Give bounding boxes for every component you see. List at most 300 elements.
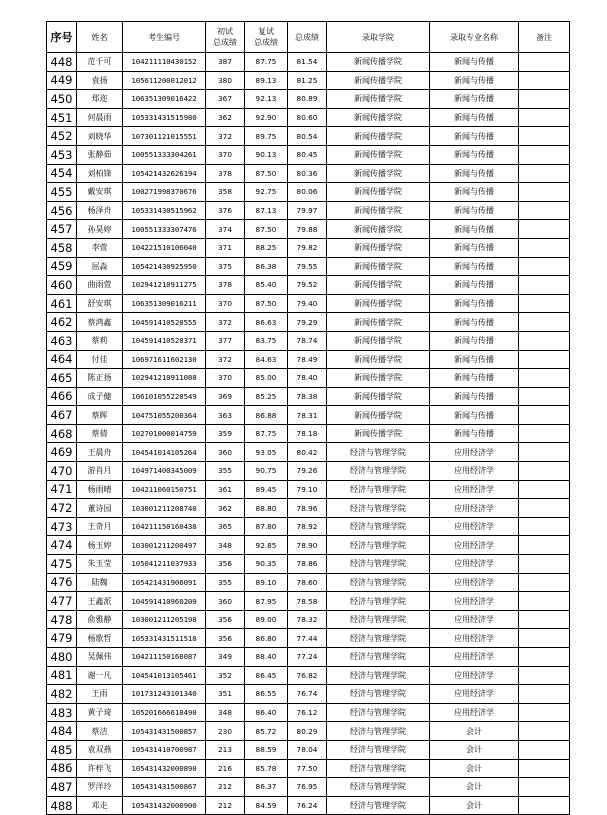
table-row <box>47 517 570 536</box>
cell-remark <box>519 164 570 183</box>
cell-xuhao: 485 <box>47 740 77 759</box>
table-row <box>47 555 570 574</box>
cell-name: 王鑫派 <box>77 592 123 611</box>
cell-major: 新闻与传播 <box>430 201 519 220</box>
cell-major: 新闻与传播 <box>430 145 519 164</box>
cell-remark <box>519 685 570 704</box>
table-row <box>47 313 570 332</box>
cell-exam-id: 104971400345009 <box>123 462 206 481</box>
table-row <box>47 220 570 239</box>
cell-college: 新闻传播学院 <box>327 238 430 257</box>
cell-college: 经济与管理学院 <box>327 722 430 741</box>
cell-college: 新闻传播学院 <box>327 108 430 127</box>
cell-major: 新闻与传播 <box>430 387 519 406</box>
cell-major: 会计 <box>430 778 519 797</box>
cell-college: 经济与管理学院 <box>327 629 430 648</box>
cell-exam-id: 102941210911275 <box>123 276 206 295</box>
cell-remark <box>519 71 570 90</box>
cell-name: 许梓飞 <box>77 759 123 778</box>
cell-major: 会计 <box>430 740 519 759</box>
cell-major: 应用经济学 <box>430 517 519 536</box>
cell-major: 新闻与传播 <box>430 108 519 127</box>
cell-prelim-score: 356 <box>206 555 245 574</box>
cell-total-score: 78.04 <box>288 740 327 759</box>
cell-total-score: 78.32 <box>288 610 327 629</box>
cell-xuhao: 472 <box>47 499 77 518</box>
cell-major: 新闻与传播 <box>430 313 519 332</box>
cell-name: 蔡晖 <box>77 406 123 425</box>
table-row <box>47 238 570 257</box>
cell-major: 会计 <box>430 796 519 815</box>
cell-retest-score: 89.45 <box>245 480 288 499</box>
table-row <box>47 703 570 722</box>
cell-exam-id: 104211110430152 <box>123 53 206 72</box>
cell-xuhao: 469 <box>47 443 77 462</box>
cell-college: 新闻传播学院 <box>327 164 430 183</box>
cell-exam-id: 104541013105461 <box>123 666 206 685</box>
cell-retest-score: 87.75 <box>245 53 288 72</box>
cell-xuhao: 460 <box>47 276 77 295</box>
table-row <box>47 536 570 555</box>
table-row <box>47 406 570 425</box>
cell-exam-id: 104541014105264 <box>123 443 206 462</box>
table-row <box>47 443 570 462</box>
cell-college: 经济与管理学院 <box>327 517 430 536</box>
cell-retest-score: 90.35 <box>245 555 288 574</box>
cell-total-score: 78.58 <box>288 592 327 611</box>
cell-name: 付佳 <box>77 350 123 369</box>
cell-major: 会计 <box>430 759 519 778</box>
cell-prelim-score: 372 <box>206 350 245 369</box>
cell-prelim-score: 370 <box>206 145 245 164</box>
table-row <box>47 127 570 146</box>
cell-major: 新闻与传播 <box>430 294 519 313</box>
cell-exam-id: 104211150160438 <box>123 517 206 536</box>
table-row <box>47 369 570 388</box>
cell-total-score: 79.97 <box>288 201 327 220</box>
cell-major: 应用经济学 <box>430 555 519 574</box>
cell-prelim-score: 362 <box>206 108 245 127</box>
cell-remark <box>519 722 570 741</box>
table-row <box>47 331 570 350</box>
cell-name: 朱玉莹 <box>77 555 123 574</box>
table-row <box>47 740 570 759</box>
cell-college: 新闻传播学院 <box>327 424 430 443</box>
table-body <box>47 53 570 815</box>
cell-name: 蔡鸿鑫 <box>77 313 123 332</box>
table-row <box>47 108 570 127</box>
cell-total-score: 81.25 <box>288 71 327 90</box>
cell-xuhao: 458 <box>47 238 77 257</box>
cell-retest-score: 92.90 <box>245 108 288 127</box>
header-name: 姓名 <box>77 22 123 53</box>
cell-exam-id: 105431432000890 <box>123 759 206 778</box>
cell-remark <box>519 517 570 536</box>
table-row <box>47 71 570 90</box>
table-row <box>47 53 570 72</box>
cell-major: 应用经济学 <box>430 703 519 722</box>
cell-retest-score: 85.78 <box>245 759 288 778</box>
cell-major: 应用经济学 <box>430 573 519 592</box>
cell-prelim-score: 230 <box>206 722 245 741</box>
cell-college: 经济与管理学院 <box>327 536 430 555</box>
cell-xuhao: 476 <box>47 573 77 592</box>
header-prelim-line2: 总成绩 <box>213 38 237 47</box>
cell-total-score: 79.29 <box>288 313 327 332</box>
cell-major: 应用经济学 <box>430 666 519 685</box>
cell-total-score: 80.89 <box>288 90 327 109</box>
cell-name: 范千可 <box>77 53 123 72</box>
cell-prelim-score: 359 <box>206 424 245 443</box>
cell-retest-score: 88.80 <box>245 499 288 518</box>
cell-xuhao: 470 <box>47 462 77 481</box>
cell-prelim-score: 352 <box>206 666 245 685</box>
header-retest-line1: 复试 <box>258 27 274 36</box>
cell-exam-id: 105611200012012 <box>123 71 206 90</box>
cell-exam-id: 105041211037933 <box>123 555 206 574</box>
cell-college: 新闻传播学院 <box>327 331 430 350</box>
cell-remark <box>519 443 570 462</box>
cell-remark <box>519 536 570 555</box>
cell-xuhao: 452 <box>47 127 77 146</box>
cell-xuhao: 448 <box>47 53 77 72</box>
cell-xuhao: 464 <box>47 350 77 369</box>
cell-prelim-score: 351 <box>206 685 245 704</box>
table-row <box>47 573 570 592</box>
cell-prelim-score: 212 <box>206 778 245 797</box>
cell-name: 邓走 <box>77 796 123 815</box>
cell-retest-score: 89.75 <box>245 127 288 146</box>
cell-exam-id: 100271998370676 <box>123 183 206 202</box>
cell-xuhao: 462 <box>47 313 77 332</box>
cell-remark <box>519 108 570 127</box>
cell-xuhao: 480 <box>47 648 77 667</box>
cell-total-score: 76.24 <box>288 796 327 815</box>
table-row <box>47 685 570 704</box>
table-row <box>47 145 570 164</box>
cell-major: 新闻与传播 <box>430 238 519 257</box>
cell-total-score: 79.82 <box>288 238 327 257</box>
cell-remark <box>519 778 570 797</box>
cell-retest-score: 88.40 <box>245 648 288 667</box>
cell-college: 经济与管理学院 <box>327 499 430 518</box>
cell-remark <box>519 555 570 574</box>
cell-xuhao: 463 <box>47 331 77 350</box>
cell-exam-id: 101731243101340 <box>123 685 206 704</box>
cell-xuhao: 455 <box>47 183 77 202</box>
cell-retest-score: 89.10 <box>245 573 288 592</box>
cell-exam-id: 106971611602130 <box>123 350 206 369</box>
cell-prelim-score: 365 <box>206 517 245 536</box>
cell-college: 新闻传播学院 <box>327 369 430 388</box>
cell-xuhao: 475 <box>47 555 77 574</box>
cell-prelim-score: 356 <box>206 610 245 629</box>
cell-remark <box>519 145 570 164</box>
cell-total-score: 80.06 <box>288 183 327 202</box>
cell-total-score: 78.49 <box>288 350 327 369</box>
cell-major: 应用经济学 <box>430 629 519 648</box>
cell-total-score: 80.60 <box>288 108 327 127</box>
cell-major: 新闻与传播 <box>430 276 519 295</box>
cell-prelim-score: 372 <box>206 313 245 332</box>
table-row <box>47 666 570 685</box>
cell-xuhao: 465 <box>47 369 77 388</box>
cell-college: 经济与管理学院 <box>327 778 430 797</box>
cell-xuhao: 453 <box>47 145 77 164</box>
cell-xuhao: 467 <box>47 406 77 425</box>
cell-retest-score: 90.13 <box>245 145 288 164</box>
cell-remark <box>519 666 570 685</box>
cell-xuhao: 466 <box>47 387 77 406</box>
cell-name: 蔡洁 <box>77 722 123 741</box>
cell-major: 应用经济学 <box>430 443 519 462</box>
cell-remark <box>519 629 570 648</box>
cell-major: 新闻与传播 <box>430 406 519 425</box>
cell-prelim-score: 356 <box>206 629 245 648</box>
table-row <box>47 796 570 815</box>
cell-exam-id: 103001211205198 <box>123 610 206 629</box>
cell-remark <box>519 238 570 257</box>
cell-retest-score: 85.00 <box>245 369 288 388</box>
cell-college: 经济与管理学院 <box>327 796 430 815</box>
cell-exam-id: 105201666618490 <box>123 703 206 722</box>
cell-remark <box>519 424 570 443</box>
cell-retest-score: 86.63 <box>245 313 288 332</box>
table-row <box>47 592 570 611</box>
cell-remark <box>519 331 570 350</box>
cell-remark <box>519 740 570 759</box>
cell-total-score: 78.86 <box>288 555 327 574</box>
cell-retest-score: 84.63 <box>245 350 288 369</box>
cell-name: 杨玉婷 <box>77 536 123 555</box>
cell-retest-score: 86.38 <box>245 257 288 276</box>
cell-total-score: 79.52 <box>288 276 327 295</box>
cell-name: 孙昊婷 <box>77 220 123 239</box>
cell-total-score: 78.90 <box>288 536 327 555</box>
cell-prelim-score: 380 <box>206 71 245 90</box>
cell-college: 经济与管理学院 <box>327 573 430 592</box>
cell-prelim-score: 362 <box>206 499 245 518</box>
cell-name: 吴佩伟 <box>77 648 123 667</box>
cell-total-score: 78.18 <box>288 424 327 443</box>
admission-table <box>46 21 570 815</box>
table-row <box>47 276 570 295</box>
cell-total-score: 78.96 <box>288 499 327 518</box>
cell-retest-score: 85.72 <box>245 722 288 741</box>
cell-exam-id: 106351309016422 <box>123 90 206 109</box>
cell-total-score: 79.26 <box>288 462 327 481</box>
cell-major: 应用经济学 <box>430 685 519 704</box>
table-row <box>47 462 570 481</box>
cell-college: 新闻传播学院 <box>327 387 430 406</box>
cell-retest-score: 92.75 <box>245 183 288 202</box>
cell-exam-id: 105331430515962 <box>123 201 206 220</box>
cell-total-score: 78.40 <box>288 369 327 388</box>
cell-major: 新闻与传播 <box>430 350 519 369</box>
cell-college: 新闻传播学院 <box>327 350 430 369</box>
cell-name: 舒安琪 <box>77 294 123 313</box>
cell-remark <box>519 480 570 499</box>
cell-xuhao: 487 <box>47 778 77 797</box>
cell-exam-id: 104221510106040 <box>123 238 206 257</box>
cell-name: 王奇月 <box>77 517 123 536</box>
cell-remark <box>519 276 570 295</box>
cell-remark <box>519 350 570 369</box>
cell-name: 成子健 <box>77 387 123 406</box>
cell-exam-id: 104591410960209 <box>123 592 206 611</box>
cell-prelim-score: 376 <box>206 201 245 220</box>
cell-total-score: 78.38 <box>288 387 327 406</box>
cell-prelim-score: 378 <box>206 276 245 295</box>
cell-name: 杨泽舟 <box>77 201 123 220</box>
cell-name: 游肖月 <box>77 462 123 481</box>
cell-college: 经济与管理学院 <box>327 610 430 629</box>
cell-college: 新闻传播学院 <box>327 183 430 202</box>
cell-exam-id: 105431431500857 <box>123 722 206 741</box>
cell-major: 新闻与传播 <box>430 369 519 388</box>
cell-exam-id: 104751055200364 <box>123 406 206 425</box>
cell-exam-id: 105331431511518 <box>123 629 206 648</box>
cell-retest-score: 90.75 <box>245 462 288 481</box>
cell-prelim-score: 372 <box>206 127 245 146</box>
cell-retest-score: 88.25 <box>245 238 288 257</box>
table-row <box>47 201 570 220</box>
cell-xuhao: 471 <box>47 480 77 499</box>
cell-total-score: 79.55 <box>288 257 327 276</box>
cell-xuhao: 478 <box>47 610 77 629</box>
cell-remark <box>519 201 570 220</box>
cell-remark <box>519 127 570 146</box>
cell-total-score: 78.74 <box>288 331 327 350</box>
cell-prelim-score: 367 <box>206 90 245 109</box>
cell-remark <box>519 759 570 778</box>
cell-remark <box>519 610 570 629</box>
cell-remark <box>519 796 570 815</box>
cell-retest-score: 87.50 <box>245 220 288 239</box>
cell-xuhao: 482 <box>47 685 77 704</box>
cell-total-score: 77.24 <box>288 648 327 667</box>
cell-major: 应用经济学 <box>430 462 519 481</box>
cell-major: 新闻与传播 <box>430 220 519 239</box>
cell-prelim-score: 355 <box>206 573 245 592</box>
cell-prelim-score: 375 <box>206 257 245 276</box>
cell-remark <box>519 369 570 388</box>
cell-major: 会计 <box>430 722 519 741</box>
cell-name: 李萱 <box>77 238 123 257</box>
cell-prelim-score: 355 <box>206 462 245 481</box>
table-row <box>47 183 570 202</box>
cell-total-score: 77.50 <box>288 759 327 778</box>
cell-total-score: 76.74 <box>288 685 327 704</box>
cell-xuhao: 451 <box>47 108 77 127</box>
cell-college: 新闻传播学院 <box>327 145 430 164</box>
cell-retest-score: 88.59 <box>245 740 288 759</box>
cell-remark <box>519 462 570 481</box>
cell-retest-score: 85.25 <box>245 387 288 406</box>
cell-college: 新闻传播学院 <box>327 276 430 295</box>
cell-remark <box>519 592 570 611</box>
cell-xuhao: 457 <box>47 220 77 239</box>
cell-exam-id: 105421430925950 <box>123 257 206 276</box>
table-row <box>47 722 570 741</box>
cell-name: 袁双燕 <box>77 740 123 759</box>
cell-remark <box>519 220 570 239</box>
table-row <box>47 294 570 313</box>
cell-xuhao: 477 <box>47 592 77 611</box>
cell-retest-score: 89.00 <box>245 610 288 629</box>
table-row <box>47 648 570 667</box>
header-prelim-score <box>206 22 245 53</box>
cell-college: 新闻传播学院 <box>327 71 430 90</box>
cell-major: 新闻与传播 <box>430 90 519 109</box>
header-total-score: 总成绩 <box>288 22 327 53</box>
table-row <box>47 424 570 443</box>
cell-xuhao: 461 <box>47 294 77 313</box>
header-major: 录取专业名称 <box>430 22 519 53</box>
cell-xuhao: 474 <box>47 536 77 555</box>
header-college: 录取学院 <box>327 22 430 53</box>
cell-college: 经济与管理学院 <box>327 740 430 759</box>
cell-prelim-score: 360 <box>206 592 245 611</box>
cell-retest-score: 83.75 <box>245 331 288 350</box>
cell-exam-id: 105431410700987 <box>123 740 206 759</box>
cell-name: 蔡倩 <box>77 424 123 443</box>
cell-college: 新闻传播学院 <box>327 53 430 72</box>
cell-remark <box>519 257 570 276</box>
cell-name: 俞雅静 <box>77 610 123 629</box>
cell-college: 经济与管理学院 <box>327 592 430 611</box>
cell-college: 新闻传播学院 <box>327 294 430 313</box>
cell-retest-score: 89.13 <box>245 71 288 90</box>
cell-retest-score: 86.45 <box>245 666 288 685</box>
cell-exam-id: 100551333304261 <box>123 145 206 164</box>
cell-prelim-score: 371 <box>206 238 245 257</box>
cell-exam-id: 102941210911088 <box>123 369 206 388</box>
cell-total-score: 78.31 <box>288 406 327 425</box>
cell-major: 新闻与传播 <box>430 164 519 183</box>
cell-exam-id: 103001211200497 <box>123 536 206 555</box>
cell-college: 经济与管理学院 <box>327 703 430 722</box>
cell-xuhao: 484 <box>47 722 77 741</box>
cell-xuhao: 473 <box>47 517 77 536</box>
cell-retest-score: 93.05 <box>245 443 288 462</box>
cell-total-score: 79.10 <box>288 480 327 499</box>
cell-retest-score: 86.88 <box>245 406 288 425</box>
cell-exam-id: 105431431500867 <box>123 778 206 797</box>
cell-total-score: 77.44 <box>288 629 327 648</box>
cell-remark <box>519 313 570 332</box>
cell-name: 袁扬 <box>77 71 123 90</box>
cell-college: 新闻传播学院 <box>327 127 430 146</box>
cell-remark <box>519 406 570 425</box>
cell-major: 应用经济学 <box>430 648 519 667</box>
cell-name: 谢一凡 <box>77 666 123 685</box>
cell-major: 新闻与传播 <box>430 53 519 72</box>
cell-total-score: 80.36 <box>288 164 327 183</box>
cell-retest-score: 86.37 <box>245 778 288 797</box>
table-row <box>47 480 570 499</box>
cell-retest-score: 92.13 <box>245 90 288 109</box>
header-prelim-line1: 初试 <box>217 27 233 36</box>
cell-prelim-score: 216 <box>206 759 245 778</box>
cell-prelim-score: 361 <box>206 480 245 499</box>
cell-exam-id: 107301121015551 <box>123 127 206 146</box>
cell-college: 新闻传播学院 <box>327 220 430 239</box>
cell-major: 新闻与传播 <box>430 127 519 146</box>
cell-prelim-score: 374 <box>206 220 245 239</box>
cell-total-score: 80.54 <box>288 127 327 146</box>
cell-retest-score: 87.80 <box>245 517 288 536</box>
